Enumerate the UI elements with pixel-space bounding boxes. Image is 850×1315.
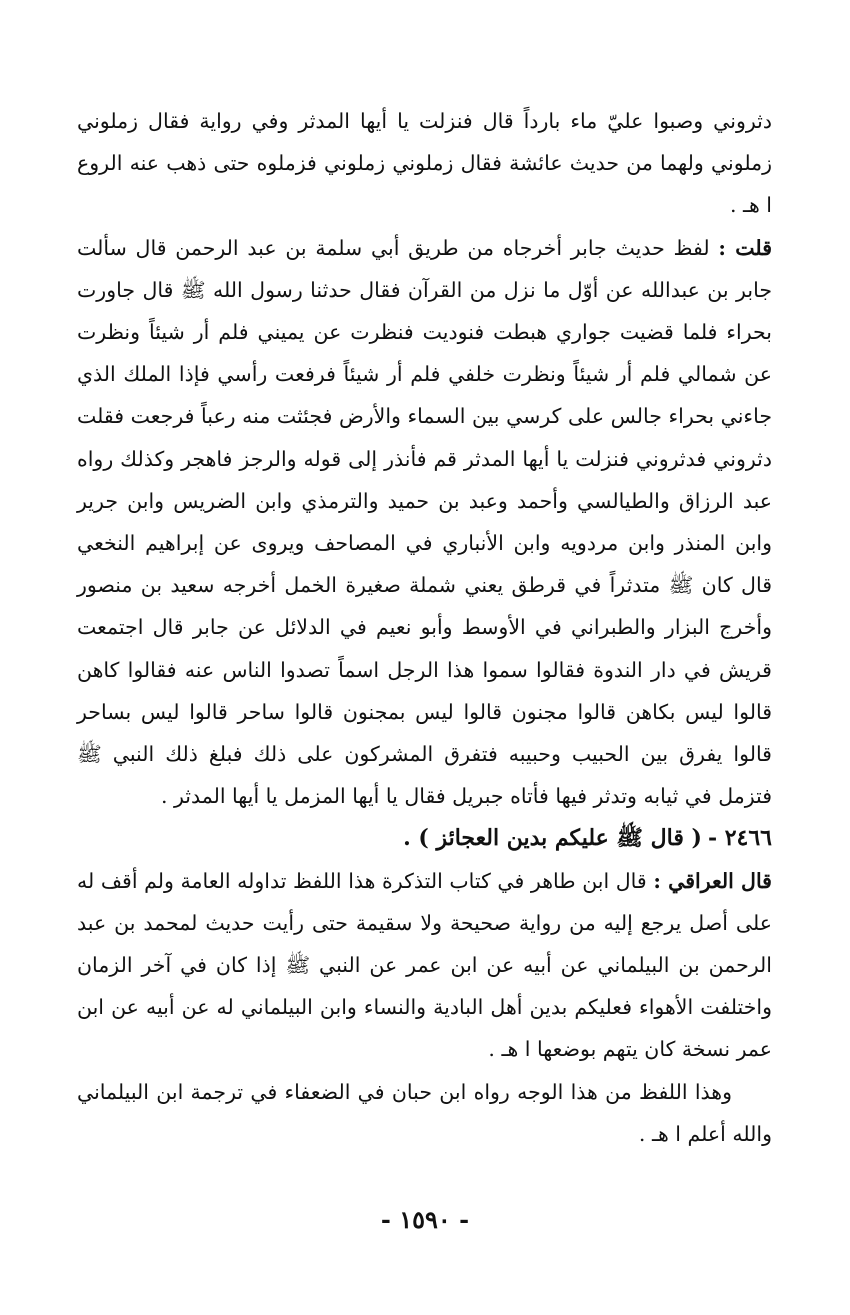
hadith-heading [77, 817, 772, 859]
paragraph-1: دثروني وصبوا عليّ ماء بارداً قال فنزلت يا أيها المدثر وفي رواية فقال زملوني زملوني ولهما من حديث عائشة فقال زملوني زملوني فزملوه حتى ذهب عنه الروع ا هـ . [77, 109, 772, 218]
paragraph-2-lead: قلت : [718, 235, 773, 260]
paragraph-2-body: لفظ حديث جابر أخرجاه من طريق أبي سلمة بن عبد الرحمن قال سألت جابر بن عبدالله عن أوّل ما نزل من القرآن فقال حدثنا رسول الله ﷺ قال جاورت بحراء فلما قضيت جواري هبطت فنوديت فنظرت عن يميني فلم أر شيئاً ونظرت عن شمالي فلم أر شيئاً ونظرت خلفي فلم أر شيئاً فرفعت رأسي فإذا الملك الذي جاءني بحراء جالس على كرسي بين السماء والأرض فجئثت منه رعباً فرجعت فقلت دثروني فدثروني فنزلت يا أيها المدثر قم فأنذر إلى قوله والرجز فاهجر وكذلك رواه عبد الرزاق والطيالسي وأحمد وعبد بن حميد والترمذي وابن الضريس وابن جرير وابن المنذر وابن مردويه وابن الأنباري في المصاحف ويروى عن إبراهيم النخعي قال كان ﷺ متدثراً في قرطق يعني شملة صغيرة الخمل أخرجه سعيد بن منصور وأخرج البزار والطبراني في الأوسط وأبو نعيم في الدلائل عن جابر قال اجتمعت قريش في دار الندوة فقالوا سموا هذا الرجل اسماً تصدوا الناس عنه فقالوا كاهن قالوا ليس بكاهن قالوا مجنون قالوا ليس بمجنون قالوا ساحر قالوا ليس بساحر قالوا يفرق بين الحبيب وحبيبه فتفرق المشركون على ذلك فبلغ ذلك النبي ﷺ فتزمل في ثيابه وتدثر فيها فأتاه جبريل فقال يا أيها المزمل يا أيها المدثر . [77, 235, 773, 809]
body-text [77, 100, 772, 1155]
hadith-number: ٢٤٦٦ - [707, 825, 772, 852]
page-number: - ١٥٩٠ - [380, 1205, 470, 1234]
paragraph-2 [77, 227, 772, 818]
paragraph-4: وهذا اللفظ من هذا الوجه رواه ابن حبان في الضعفاء في ترجمة ابن البيلماني والله أعلم ا هـ . [77, 1079, 772, 1146]
paragraph-3-lead: قال العراقي : [653, 868, 772, 893]
hadith-heading-text: ( قال ﷺ عليكم بدين العجائز ) . [403, 825, 702, 852]
paragraph-3-body: قال ابن طاهر في كتاب التذكرة هذا اللفظ تداوله العامة ولم أقف له على أصل يرجع إليه من رواية صحيحة ولا سقيمة حتى رأيت حديث لمحمد بن عبد الرحمن بن البيلماني عن أبيه عن ابن عمر عن النبي ﷺ إذا كان في آخر الزمان واختلفت الأهواء فعليكم بدين أهل البادية والنساء وابن البيلماني له عن أبيه عن ابن عمر نسخة كان يتهم بوضعها ا هـ . [77, 868, 772, 1062]
paragraph-3 [77, 860, 772, 1071]
